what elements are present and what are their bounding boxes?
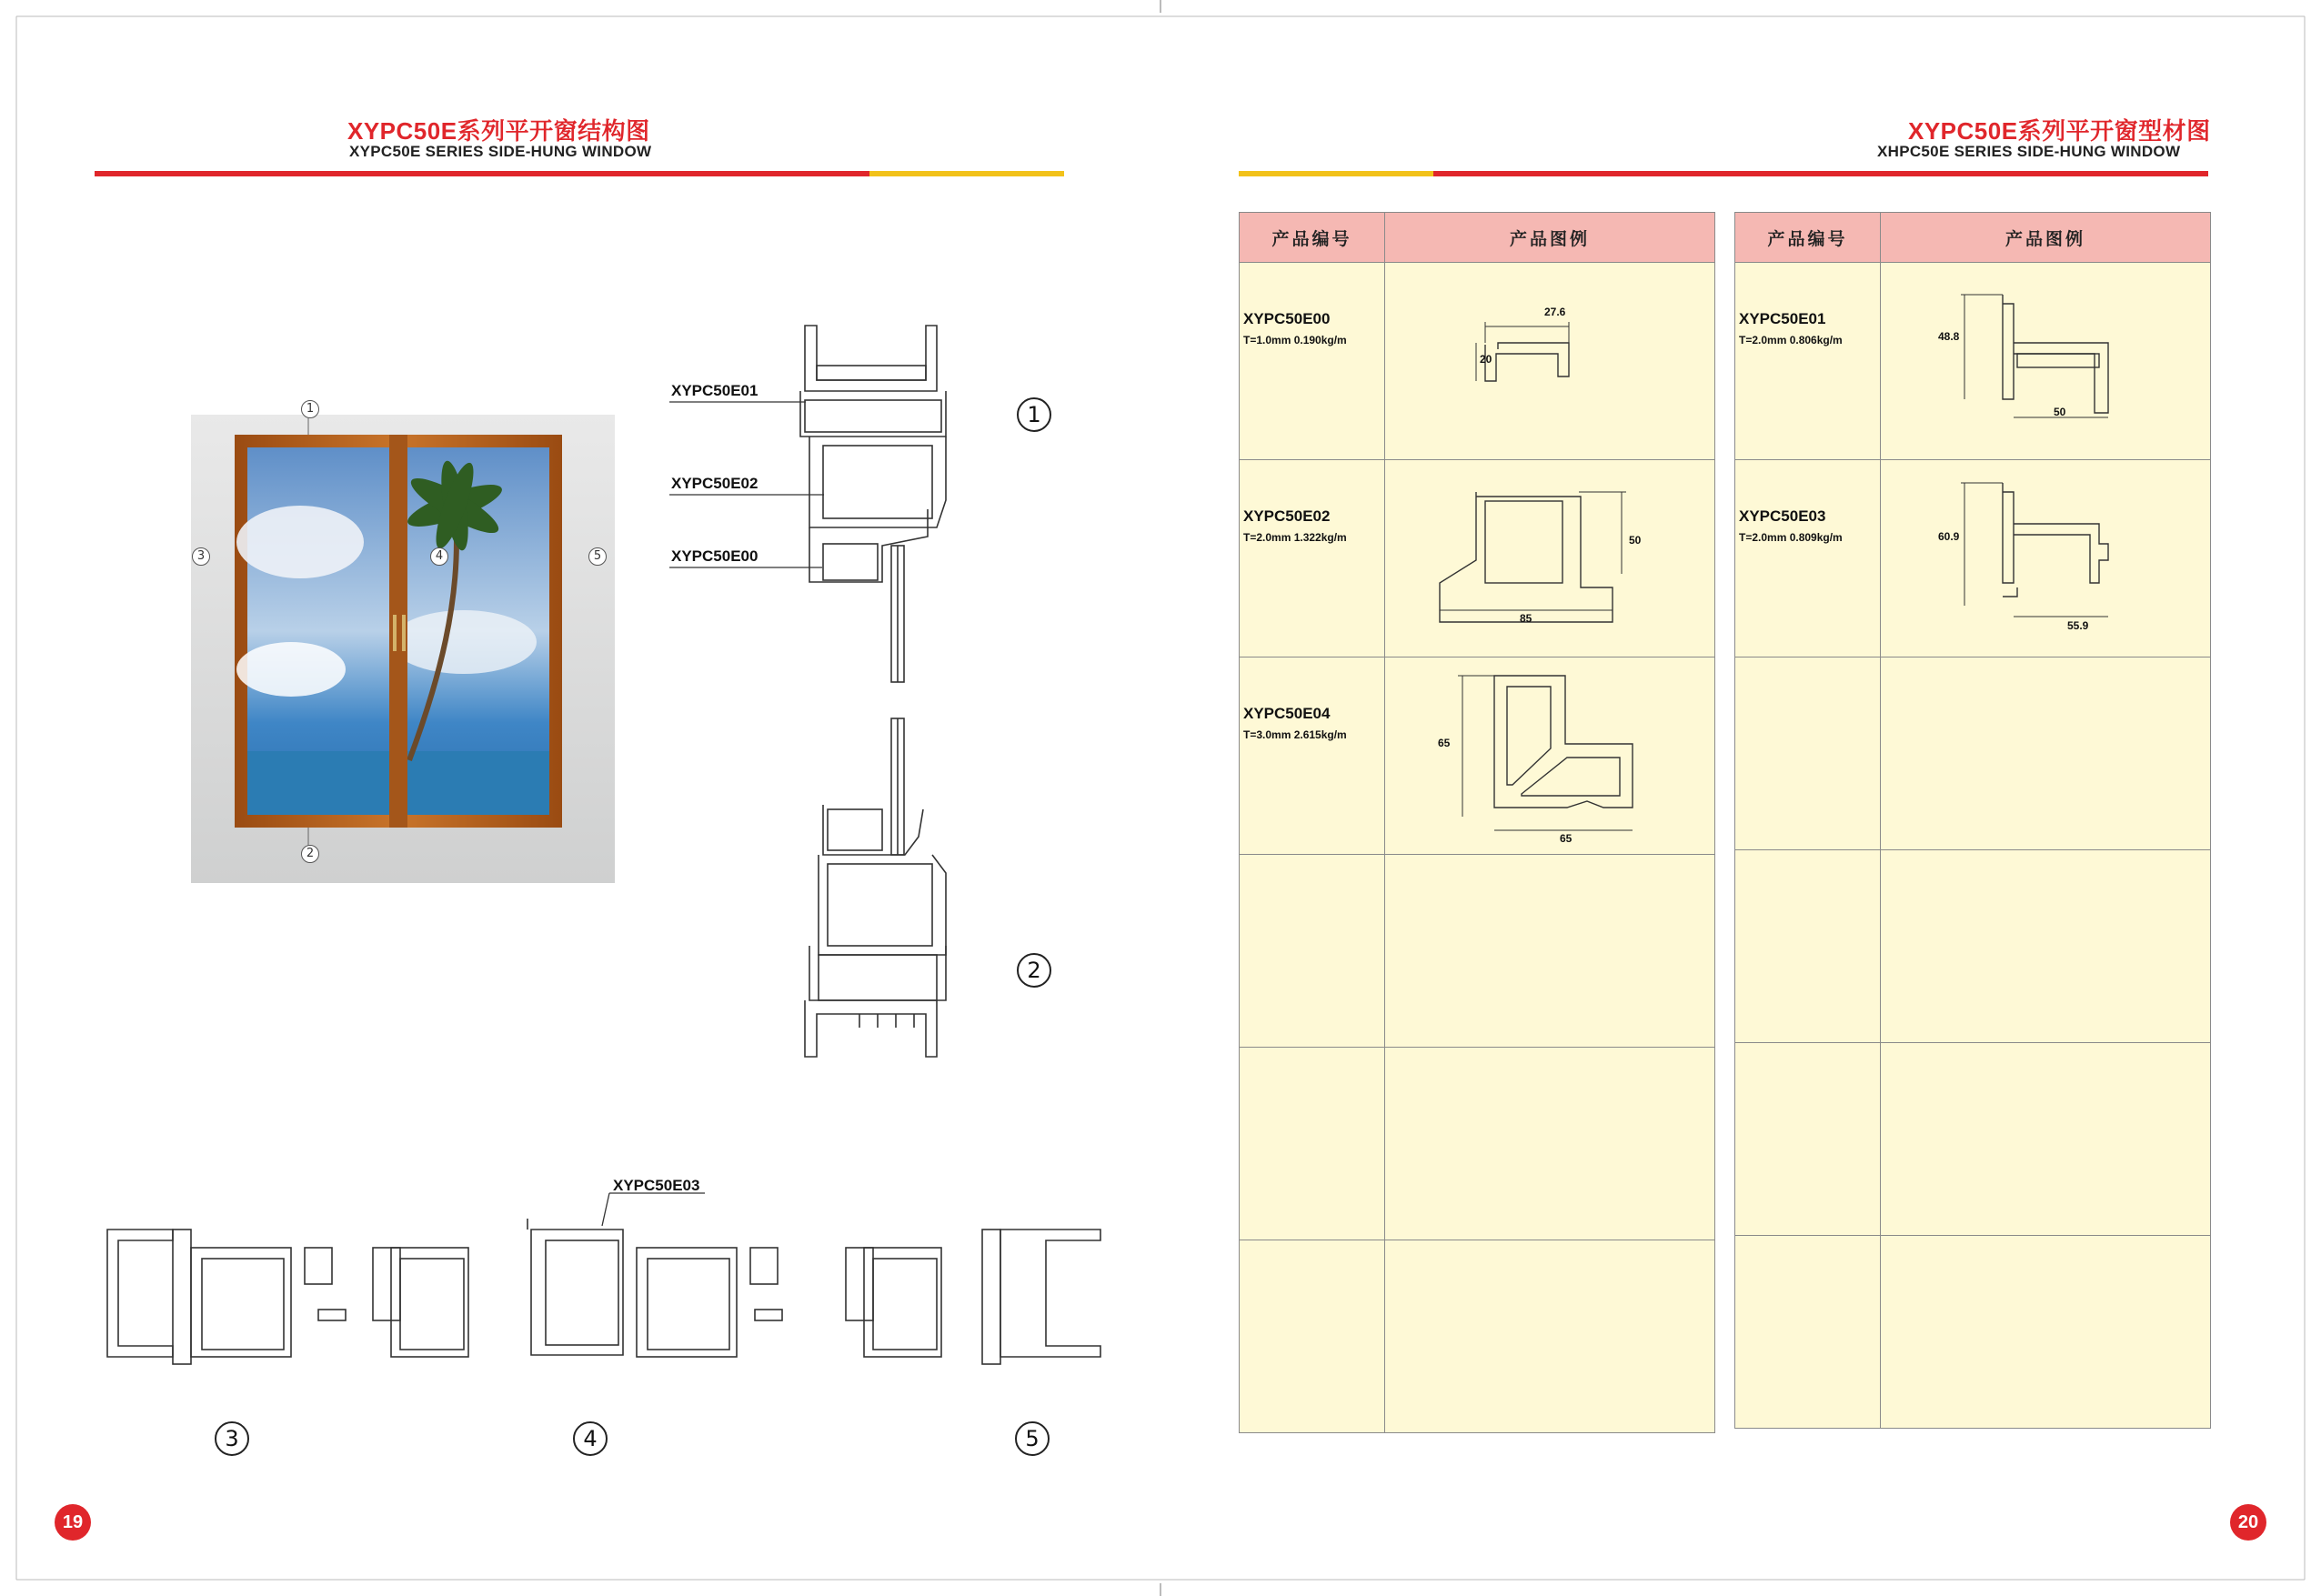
product-code: XYPC50E02 xyxy=(1243,507,1331,525)
photo-marker-3: 3 xyxy=(192,547,210,566)
dim-label: 60.9 xyxy=(1938,530,1960,543)
profile-figure-e01 xyxy=(1881,263,2208,455)
profile-figure-e00 xyxy=(1385,263,1713,455)
table-row xyxy=(1735,460,2211,657)
section-number-2: 2 xyxy=(1017,953,1051,988)
dim-label: 65 xyxy=(1438,737,1451,749)
right-page-subtitle: XHPC50E SERIES SIDE-HUNG WINDOW xyxy=(1877,143,2181,160)
label-e01: XYPC50E01 xyxy=(671,382,759,399)
dim-label: 27.6 xyxy=(1544,306,1566,318)
table-row xyxy=(1735,1043,2211,1236)
right-page-number: 20 xyxy=(2230,1504,2266,1541)
product-spec: T=2.0mm 0.809kg/m xyxy=(1739,531,1843,544)
left-title-rule-red xyxy=(95,171,869,176)
product-code: XYPC50E04 xyxy=(1243,705,1331,722)
header-figure: 产品图例 xyxy=(1881,213,2211,263)
product-code: XYPC50E00 xyxy=(1243,310,1331,327)
table-row xyxy=(1735,1236,2211,1429)
right-title-rule-red xyxy=(1433,171,2208,176)
section-number-5: 5 xyxy=(1015,1421,1050,1456)
label-e00: XYPC50E00 xyxy=(671,547,759,565)
left-title-rule-yellow xyxy=(869,171,1064,176)
label-e03-leader xyxy=(600,1191,709,1228)
table-row xyxy=(1240,460,1715,657)
product-spec: T=3.0mm 2.615kg/m xyxy=(1243,728,1347,741)
left-page-subtitle: XYPC50E SERIES SIDE-HUNG WINDOW xyxy=(349,143,652,160)
table-row xyxy=(1735,263,2211,460)
header-code: 产品编号 xyxy=(1240,213,1385,263)
photo-marker-5: 5 xyxy=(588,547,607,566)
product-spec: T=2.0mm 0.806kg/m xyxy=(1739,334,1843,346)
dim-label: 50 xyxy=(1629,534,1642,547)
table-row xyxy=(1735,657,2211,850)
dim-label: 55.9 xyxy=(2067,619,2089,632)
photo-marker-1: 1 xyxy=(301,400,319,418)
photo-marker-4: 4 xyxy=(430,547,448,566)
photo-marker-2: 2 xyxy=(301,845,319,863)
product-table-right xyxy=(1734,212,2211,1429)
profile-figure-e04 xyxy=(1385,657,1713,849)
table-row xyxy=(1240,1048,1715,1240)
table-row xyxy=(1735,850,2211,1043)
profile-figure-e03 xyxy=(1881,460,2208,652)
dim-label: 48.8 xyxy=(1938,330,1960,343)
right-title-rule-yellow xyxy=(1239,171,1433,176)
left-page-title: XYPC50E系列平开窗结构图 xyxy=(347,117,650,145)
left-page-number: 19 xyxy=(55,1504,91,1541)
product-spec: T=1.0mm 0.190kg/m xyxy=(1243,334,1347,346)
label-e03: XYPC50E03 xyxy=(613,1177,700,1194)
product-table-left xyxy=(1239,212,1715,1433)
profile-figure-e02 xyxy=(1385,460,1713,652)
right-page-title: XYPC50E系列平开窗型材图 xyxy=(1908,117,2211,145)
section-number-4: 4 xyxy=(573,1421,608,1456)
horizontal-section-drawing xyxy=(100,1219,1110,1382)
dim-label: 50 xyxy=(2054,406,2066,418)
dim-label: 20 xyxy=(1480,353,1492,366)
header-figure: 产品图例 xyxy=(1385,213,1715,263)
header-code: 产品编号 xyxy=(1735,213,1881,263)
product-spec: T=2.0mm 1.322kg/m xyxy=(1243,531,1347,544)
table-row xyxy=(1240,263,1715,460)
product-code: XYPC50E03 xyxy=(1739,507,1826,525)
section-number-3: 3 xyxy=(215,1421,249,1456)
label-leader-lines xyxy=(669,391,824,573)
window-photo xyxy=(191,415,615,883)
label-e02: XYPC50E02 xyxy=(671,475,759,492)
table-row xyxy=(1240,1240,1715,1433)
table-row xyxy=(1240,855,1715,1048)
table-row xyxy=(1240,657,1715,855)
section-number-1: 1 xyxy=(1017,397,1051,432)
dim-label: 85 xyxy=(1520,612,1532,625)
dim-label: 65 xyxy=(1560,832,1572,845)
product-code: XYPC50E01 xyxy=(1739,310,1826,327)
